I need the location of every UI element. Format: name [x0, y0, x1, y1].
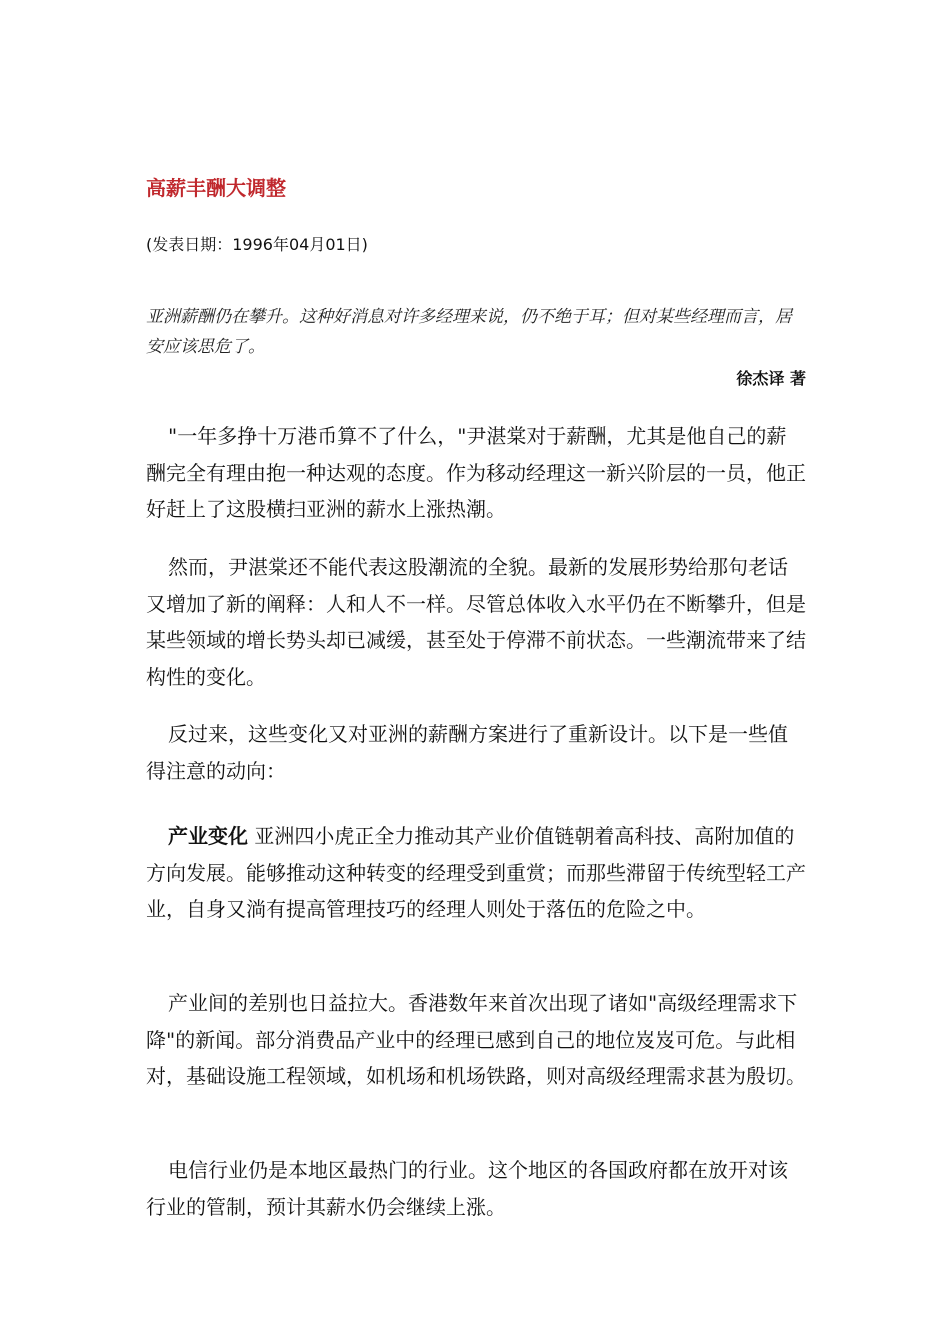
author-byline: 徐杰译 著 [736, 369, 806, 388]
publish-date: (发表日期：1996年04月01日) [146, 235, 368, 254]
paragraph [146, 818, 806, 928]
paragraph: 产业间的差别也日益拉大。香港数年来首次出现了诸如"高级经理需求下降"的新闻。部分消费品产业中的经理已感到自己的地位岌岌可危。与此相对，基础设施工程领域，如机场和机场铁路，则对高级经理需求甚为殷切。 [146, 991, 806, 1088]
article-title: 高薪丰酬大调整 [146, 176, 286, 200]
paragraph: 反过来，这些变化又对亚洲的薪酬方案进行了重新设计。以下是一些值得注意的动向： [146, 722, 788, 783]
paragraph: "一年多挣十万港币算不了什么，"尹湛棠对于薪酬，尤其是他自己的薪酬完全有理由抱一种达观的态度。作为移动经理这一新兴阶层的一员，他正好赶上了这股横扫亚洲的薪水上涨热潮。 [146, 424, 806, 521]
article-abstract: 亚洲薪酬仍在攀升。这种好消息对许多经理来说，仍不绝于耳；但对某些经理而言，居安应该思危了。 [146, 307, 792, 357]
paragraph-lead-heading: 产业变化 [168, 824, 248, 848]
paragraph-body: 亚洲四小虎正全力推动其产业价值链朝着高科技、高附加值的方向发展。能够推动这种转变的经理受到重赏；而那些滞留于传统型轻工产业，自身又淌有提高管理技巧的经理人则处于落伍的危险之中。 [146, 824, 806, 921]
paragraph: 然而，尹湛棠还不能代表这股潮流的全貌。最新的发展形势给那句老话又增加了新的阐释：人和人不一样。尽管总体收入水平仍在不断攀升，但是某些领域的增长势头却已减缓，甚至处于停滞不前状态。一些潮流带来了结构性的变化。 [146, 555, 806, 689]
paragraph: 电信行业仍是本地区最热门的行业。这个地区的各国政府都在放开对该行业的管制，预计其薪水仍会继续上涨。 [146, 1158, 788, 1219]
